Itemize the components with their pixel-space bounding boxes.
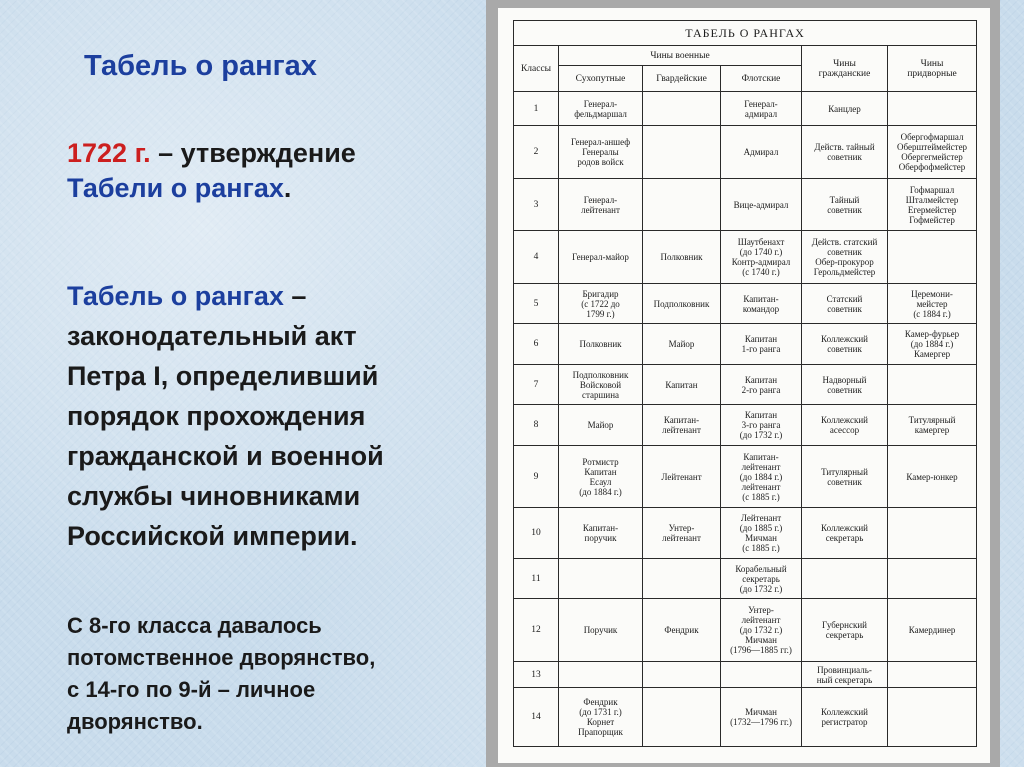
rank-title-line: Капитан [584, 466, 617, 477]
rank-court-cell [888, 364, 977, 404]
rank-court-cell [888, 284, 977, 324]
rank-navy-cell [721, 405, 802, 445]
rank-row [514, 284, 977, 324]
rank-class-number: 11 [514, 558, 559, 598]
rank-title-line: Обергофмаршал [900, 132, 964, 143]
rank-navy-cell [721, 599, 802, 662]
rank-title-line: Титулярный [908, 414, 956, 425]
rank-court-cell [888, 558, 977, 598]
rank-title-line: (до 1884 г.) [579, 486, 622, 497]
rank-guard-cell [643, 508, 721, 559]
rank-civil-cell [802, 126, 888, 179]
rank-title-line: Герольдмейстер [813, 267, 876, 278]
rank-title-line: командор [742, 303, 780, 314]
rank-title-line: Надворный [822, 374, 867, 385]
rank-navy-cell [721, 445, 802, 508]
rank-title-line: асессор [829, 424, 860, 435]
rank-title-line: камергер [914, 424, 950, 435]
rank-row [514, 688, 977, 747]
rank-title-line: Камердинер [908, 625, 956, 636]
rank-title-line: Коллежский [821, 414, 868, 425]
rank-navy-cell [721, 178, 802, 231]
rank-navy-cell [721, 126, 802, 179]
rank-guard-cell [643, 92, 721, 126]
paragraph-nobility [67, 610, 375, 738]
rank-title-line: Есаул [589, 476, 612, 487]
rank-row [514, 558, 977, 598]
rank-title-line: Мичман [745, 635, 777, 646]
rank-land-cell [559, 688, 643, 747]
rank-guard-cell [643, 126, 721, 179]
rank-land-cell [559, 231, 643, 284]
rank-navy-cell [721, 661, 802, 687]
rank-title-line: Губернский [821, 620, 867, 631]
rank-title-line: Генерал- [744, 98, 778, 109]
rank-guard-cell [643, 445, 721, 508]
rank-civil-cell [802, 284, 888, 324]
rank-title-line: Статский [826, 293, 863, 304]
rank-land-cell [559, 558, 643, 598]
rank-title-line: лейтенант [741, 615, 781, 626]
rank-title-line: (до 1731 г.) [579, 707, 622, 718]
rank-title-line: (до 1740 г.) [739, 247, 783, 258]
rank-court-cell [888, 231, 977, 284]
rank-guard-cell [643, 661, 721, 687]
rank-class-number: 2 [514, 126, 559, 179]
year-1722: 1722 г. [67, 138, 151, 168]
rank-title-line: (до 1885 г.) [739, 523, 783, 534]
rank-title-line: ный секретарь [816, 674, 873, 685]
nobility-line: дворянство. [67, 709, 203, 734]
rank-title-line: 2-го ранга [741, 384, 781, 395]
rank-title-line: Капитан- [743, 451, 779, 462]
rank-navy-cell [721, 92, 802, 126]
rank-title-line: фельдмаршал [574, 108, 627, 119]
rank-class-number: 13 [514, 661, 559, 687]
header-land: Сухопутные [559, 66, 643, 92]
rank-guard-cell [643, 599, 721, 662]
rank-title-line: Подполковник [653, 298, 710, 309]
rank-title-line: Корабельный [735, 563, 787, 574]
rank-row [514, 324, 977, 364]
rank-title-line: Полковник [579, 339, 622, 350]
rank-guard-cell [643, 324, 721, 364]
rank-class-number: 10 [514, 508, 559, 559]
rank-title-line: 1-го ранга [741, 344, 781, 355]
rank-title-line: Полковник [660, 252, 703, 263]
rank-guard-cell [643, 364, 721, 404]
nobility-line: С 8-го класса давалось [67, 613, 322, 638]
rank-navy-cell [721, 231, 802, 284]
rank-civil-cell [802, 661, 888, 687]
rank-title-line: Майор [668, 339, 695, 350]
rank-court-cell [888, 445, 977, 508]
rank-title-line: Коллежский [821, 523, 868, 534]
rank-class-number: 1 [514, 92, 559, 126]
rank-title-line: мейстер [916, 298, 948, 309]
rank-title-line: Капитан [744, 334, 778, 345]
rank-class-number: 12 [514, 599, 559, 662]
rank-title-line: секретарь [825, 630, 864, 641]
rank-civil-cell [802, 558, 888, 598]
rank-navy-cell [721, 558, 802, 598]
rank-title-line: Бригадир [582, 288, 619, 299]
slide-title: Табель о рангах [84, 50, 317, 82]
rank-guard-cell [643, 231, 721, 284]
rank-civil-cell [802, 445, 888, 508]
rank-court-cell [888, 599, 977, 662]
rank-title-line: Фендрик [664, 625, 699, 636]
rank-title-line: Коллежский [821, 707, 868, 718]
rank-title-line: Лейтенант [740, 513, 782, 524]
rank-title-line: Камер-фурьер [904, 329, 960, 340]
rank-title-line: (с 1722 до [581, 298, 620, 309]
rank-title-line: родов войск [577, 157, 624, 168]
rank-title-line: Капитан- [743, 293, 779, 304]
rank-title-line: Унтер- [668, 523, 695, 534]
rank-row [514, 92, 977, 126]
rank-title-line: (с 1884 г.) [913, 308, 951, 319]
rank-class-number: 14 [514, 688, 559, 747]
nobility-line: с 14-го по 9-й – личное [67, 677, 316, 702]
rank-title-line: поручик [584, 533, 617, 544]
header-civil: Чины гражданские [802, 46, 888, 92]
rank-title-line: Мичман [745, 533, 777, 544]
rank-title-line: секретарь [825, 533, 864, 544]
rank-class-number: 7 [514, 364, 559, 404]
header-guard: Гвардейские [643, 66, 721, 92]
ranks-table-body [514, 92, 977, 747]
rank-title-line: регистратор [821, 717, 868, 728]
nobility-line: потомственное дворянство, [67, 645, 376, 670]
rank-row [514, 364, 977, 404]
rank-title-line: Генерал- [583, 194, 618, 205]
rank-land-cell [559, 508, 643, 559]
rank-row [514, 661, 977, 687]
rank-class-number: 6 [514, 324, 559, 364]
rank-land-cell [559, 405, 643, 445]
rank-row [514, 405, 977, 445]
rank-title-line: Генерал- [583, 98, 618, 109]
rank-title-line: Генерал-аншеф [570, 137, 631, 148]
paragraph-1722 [67, 136, 356, 206]
rank-title-line: Камергер [913, 349, 951, 360]
rank-civil-cell [802, 92, 888, 126]
rank-land-cell [559, 284, 643, 324]
rank-civil-cell [802, 508, 888, 559]
rank-title-line: лейтенант [741, 481, 781, 492]
rank-civil-cell [802, 599, 888, 662]
rank-title-line: секретарь [742, 573, 780, 584]
rank-title-line: Лейтенант [661, 471, 702, 482]
header-classes: Классы [514, 46, 559, 92]
rank-title-line: Капитан [744, 374, 778, 385]
table-of-ranks-text: Табели о рангах [67, 173, 284, 203]
rank-title-line: Поручик [583, 625, 618, 636]
rank-title-line: Капитан [665, 379, 698, 390]
rank-court-cell [888, 324, 977, 364]
rank-title-line: старшина [581, 389, 620, 400]
rank-title-line: 3-го ранга [741, 419, 781, 430]
rank-civil-cell [802, 688, 888, 747]
rank-title-line: лейтенант [662, 533, 701, 544]
rank-class-number: 4 [514, 231, 559, 284]
rank-title-line: Тайный [829, 194, 860, 205]
rank-court-cell [888, 405, 977, 445]
rank-title-line: (до 1732 г.) [739, 583, 783, 594]
rank-civil-cell [802, 231, 888, 284]
rank-title-line: Прапорщик [578, 727, 623, 738]
rank-row [514, 178, 977, 231]
rank-title-line: Фендрик [583, 697, 618, 708]
rank-title-line: Унтер- [748, 605, 774, 616]
approval-text: – утверждение [150, 138, 356, 168]
rank-court-cell [888, 126, 977, 179]
rank-title-line: советник [827, 247, 862, 258]
definition-dash: – [283, 281, 307, 311]
rank-title-line: Войсковой [579, 379, 622, 390]
rank-navy-cell [721, 364, 802, 404]
rank-navy-cell [721, 508, 802, 559]
rank-civil-cell [802, 324, 888, 364]
rank-title-line: Действ. статский [811, 237, 878, 248]
rank-title-line: Капитан- [663, 414, 700, 425]
definition-line: Петра I, определивший [67, 361, 379, 391]
rank-navy-cell [721, 324, 802, 364]
rank-title-line: Генералы [582, 147, 619, 158]
rank-title-line: (до 1732 г.) [739, 429, 783, 440]
rank-title-line: Генерал-майор [572, 252, 629, 263]
rank-title-line: (до 1884 г.) [910, 339, 954, 350]
paragraph-definition [67, 276, 384, 556]
rank-title-line: Капитан [744, 409, 778, 420]
rank-court-cell [888, 688, 977, 747]
rank-title-line: Гофмейстер [909, 214, 955, 225]
rank-title-line: (с 1885 г.) [742, 491, 780, 502]
rank-navy-cell [721, 284, 802, 324]
header-navy: Флотские [721, 66, 802, 92]
rank-title-line: (1732—1796 гг.) [730, 717, 792, 728]
rank-title-line: советник [827, 476, 862, 487]
rank-title-line: Обергегмейстер [901, 152, 963, 163]
rank-class-number: 8 [514, 405, 559, 445]
rank-civil-cell [802, 405, 888, 445]
rank-court-cell [888, 92, 977, 126]
rank-title-line: Церемони- [911, 288, 953, 299]
definition-line: гражданской и военной [67, 441, 384, 471]
rank-title-line: советник [827, 303, 862, 314]
period: . [283, 173, 292, 203]
rank-title-line: Адмирал [743, 147, 779, 158]
definition-line: законодательный акт [67, 321, 357, 351]
rank-guard-cell [643, 558, 721, 598]
rank-title-line: Камер-юнкер [906, 471, 958, 482]
rank-title-line: Титулярный [821, 466, 868, 477]
rank-title-line: советник [827, 384, 862, 395]
rank-title-line: Канцлер [828, 103, 861, 114]
rank-title-line: Коллежский [821, 334, 868, 345]
rank-title-line: советник [827, 152, 862, 163]
rank-civil-cell [802, 178, 888, 231]
definition-term: Табель о рангах [67, 281, 284, 311]
rank-title-line: Капитан- [582, 523, 619, 534]
rank-land-cell [559, 92, 643, 126]
rank-title-line: Оберфофмейстер [898, 162, 966, 173]
rank-title-line: лейтенант [741, 461, 781, 472]
rank-civil-cell [802, 364, 888, 404]
definition-line: порядок прохождения [67, 401, 366, 431]
rank-class-number: 9 [514, 445, 559, 508]
rank-title-line: Действ. тайный [814, 142, 875, 153]
rank-title-line: (с 1885 г.) [742, 543, 780, 554]
rank-title-line: адмирал [744, 108, 778, 119]
rank-title-line: Провинциаль- [817, 664, 872, 675]
rank-title-line: Обер-прокурор [815, 257, 874, 268]
rank-land-cell [559, 126, 643, 179]
rank-row [514, 126, 977, 179]
rank-land-cell [559, 364, 643, 404]
rank-guard-cell [643, 284, 721, 324]
rank-land-cell [559, 661, 643, 687]
rank-title-line: лейтенант [662, 424, 701, 435]
header-court: Чины придворные [888, 46, 977, 92]
rank-title-line: советник [827, 204, 862, 215]
rank-court-cell [888, 178, 977, 231]
rank-title-line: Гофмаршал [909, 184, 955, 195]
rank-title-line: Подполковник [572, 369, 629, 380]
rank-title-line: Корнет [586, 717, 615, 728]
rank-title-line: советник [827, 344, 862, 355]
rank-row [514, 599, 977, 662]
rank-class-number: 5 [514, 284, 559, 324]
rank-title-line: Ротмистр [582, 456, 619, 467]
rank-title-line: Майор [587, 419, 614, 430]
header-military: Чины военные [559, 46, 802, 66]
rank-title-line: Егермейстер [907, 204, 957, 215]
rank-land-cell [559, 445, 643, 508]
ranks-table [513, 20, 977, 747]
rank-land-cell [559, 324, 643, 364]
definition-line: Российской империи. [67, 521, 358, 551]
slide-text-area [0, 0, 485, 767]
rank-title-line: Шаутбенахт [737, 237, 785, 248]
rank-row [514, 445, 977, 508]
rank-court-cell [888, 508, 977, 559]
rank-court-cell [888, 661, 977, 687]
rank-class-number: 3 [514, 178, 559, 231]
rank-title-line: лейтенант [581, 204, 620, 215]
table-title: ТАБЕЛЬ О РАНГАХ [514, 21, 977, 46]
rank-land-cell [559, 178, 643, 231]
rank-guard-cell [643, 405, 721, 445]
rank-title-line: (до 1884 г.) [739, 471, 783, 482]
rank-title-line: (до 1732 г.) [739, 625, 783, 636]
rank-title-line: Оберштеймейстер [897, 142, 968, 153]
rank-guard-cell [643, 688, 721, 747]
rank-title-line: (1796—1885 гг.) [730, 645, 792, 656]
rank-title-line: Шталмейстер [905, 194, 959, 205]
rank-row [514, 231, 977, 284]
rank-title-line: Мичман [745, 707, 777, 718]
rank-title-line: Контр-адмирал [731, 257, 791, 268]
rank-row [514, 508, 977, 559]
rank-title-line: 1799 г.) [586, 308, 615, 319]
rank-title-line: Вице-адмирал [733, 199, 789, 210]
definition-line: службы чиновниками [67, 481, 361, 511]
rank-guard-cell [643, 178, 721, 231]
rank-land-cell [559, 599, 643, 662]
rank-navy-cell [721, 688, 802, 747]
rank-title-line: (с 1740 г.) [742, 267, 780, 278]
